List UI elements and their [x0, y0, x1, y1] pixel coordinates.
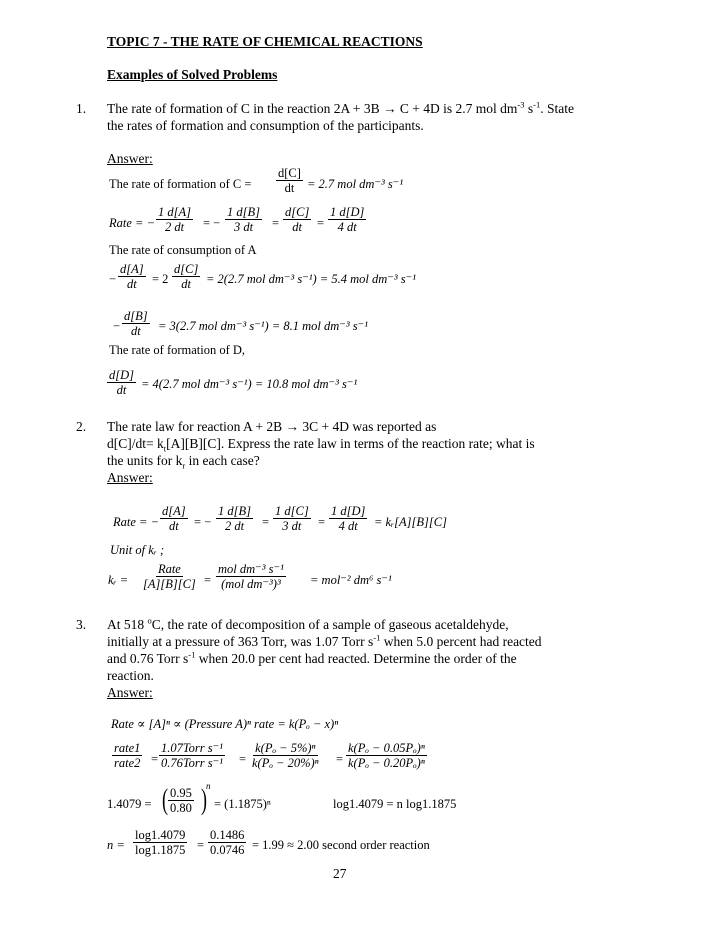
p2-eq1-frac2: $\frac{1 d[B]}{2 dt}$	[218, 504, 251, 533]
p1-eq1-right: = 2.7 mol dm⁻³ s⁻¹	[307, 177, 404, 191]
p1-eq2-eq2: =	[272, 216, 280, 230]
problem-3-question-line2: initially at a pressure of 363 Torr, was 1.07 Torr $s^{-1}$ when 5.0 percent had reacted	[107, 632, 542, 649]
p3-eq2-frac4: $\frac{\text{k(Pₒ − 0.05Pₒ)ⁿ}}{\text{k(Pₒ − 0.20Pₒ)ⁿ}}$	[348, 741, 425, 770]
p3-eq2-frac3: $\frac{\text{k(Pₒ − 5\%)ⁿ}}{\text{k(Pₒ − 20\%)ⁿ}}$	[252, 741, 319, 770]
p3-eq4-right: = 1.99 ≈ 2.00 second order reaction	[252, 838, 430, 852]
problem-2-number: 2.	[76, 419, 87, 434]
problem-3-number: 3.	[76, 617, 87, 632]
section-subtitle: Examples of Solved Problems	[107, 67, 278, 82]
page-number: 27	[333, 866, 347, 881]
p2-eq1-eq3: =	[318, 515, 326, 529]
p3-eq2-eq1: =	[151, 752, 159, 766]
p1-eq5-frac: $\frac{d[B]}{dt}$	[124, 309, 148, 338]
problem-3-question-line3: and 0.76 Torr $s^{-1}$ when 20.0 per cent had reacted. Determine the order of the	[107, 649, 517, 666]
p2-eq3-frac1: Rate [A][B][C]	[143, 562, 196, 591]
page-title: TOPIC 7 - THE RATE OF CHEMICAL REACTIONS	[107, 34, 423, 49]
p1-eq5-right: = 3(2.7 mol dm⁻³ s⁻¹) = 8.1 mol dm⁻³ s⁻¹	[158, 319, 368, 333]
p3-eq4-frac2: $\frac{0.1486}{0.0746}$	[210, 828, 245, 857]
p2-eq1-frac3: $\frac{1 d[C]}{3 dt}$	[275, 504, 309, 533]
p1-eq1-left: The rate of formation of C =	[109, 177, 252, 191]
p3-eq4-left: n =	[107, 838, 125, 852]
p3-eq4-eq: =	[197, 838, 205, 852]
p2-eq3-frac2: mol dm⁻³ s⁻¹ (mol dm⁻³)³	[218, 562, 284, 591]
p2-eq1-frac4: $\frac{1 d[D]}{4 dt}$	[331, 504, 366, 533]
p1-eq2-frac4: $\frac{1 d[D]}{4 dt}$	[330, 205, 365, 234]
p1-eq2-frac3: $\frac{d[C]}{dt}$	[285, 205, 310, 234]
p2-eq3-left: kᵣ =	[108, 573, 129, 587]
problem-1-question-line2: the rates of formation and consumption of the participants.	[107, 118, 424, 133]
problem-3-question-line1: At 518 $^o$C, the rate of decomposition of a sample of gaseous acetaldehyde,	[107, 615, 509, 632]
problem-2-answer-label: Answer:	[107, 470, 153, 485]
p3-eq3-exponent: n	[206, 781, 211, 791]
p1-eq2-rate: Rate = −	[109, 216, 156, 230]
p1-eq6: The rate of formation of D,	[109, 343, 246, 357]
p1-eq2-eq3: =	[317, 216, 325, 230]
p2-eq1-frac1: $\frac{d[A]}{dt}$	[162, 504, 186, 533]
p1-eq7-right: = 4(2.7 mol dm⁻³ s⁻¹) = 10.8 mol dm⁻³ s⁻¹	[141, 377, 358, 391]
p3-eq1: Rate ∝ [A]ⁿ ∝ (Pressure A)ⁿ rate = k(Pₒ − x)ⁿ	[111, 717, 339, 731]
problem-3-question-line4: reaction.	[107, 668, 154, 683]
p1-eq4-frac1: $\frac{d[A]}{dt}$	[120, 262, 144, 291]
p1-eq4-minus: −	[109, 272, 117, 286]
p3-eq2-frac1: rate1 rate2	[114, 741, 141, 770]
p1-eq7-frac: $\frac{d[D]}{dt}$	[109, 368, 135, 397]
p3-eq2-eq2: =	[239, 752, 247, 766]
p2-eq3-eq: =	[204, 573, 212, 587]
p3-eq3-mid: = (1.1875)ⁿ	[214, 797, 271, 811]
p2-eq2: Unit of kᵣ ;	[110, 543, 165, 557]
p3-eq3-frac: $\frac{0.95}{0.80}$	[170, 786, 192, 815]
p2-eq3-right: = mol⁻² dm⁶ s⁻¹	[310, 573, 392, 587]
p3-eq3-right: log1.4079 = n log1.1875	[333, 797, 457, 811]
p1-eq5-minus: −	[113, 319, 121, 333]
p3-eq4-frac1: $\frac{\log 1.4079}{\log 1.1875}$	[135, 828, 186, 857]
p1-eq4-right: = 2(2.7 mol dm⁻³ s⁻¹) = 5.4 mol dm⁻³ s⁻¹	[206, 272, 416, 286]
problem-1-answer-label: Answer:	[107, 151, 153, 166]
p2-eq1-eq2: =	[262, 515, 270, 529]
p1-eq3: The rate of consumption of A	[109, 243, 257, 257]
p3-eq3-paren-close: )	[201, 783, 207, 816]
p1-eq4-mid: = 2	[152, 272, 169, 286]
p3-eq2-frac2: 1.07Torr s⁻¹ 0.76Torr s⁻¹	[161, 741, 223, 770]
problem-3-answer-label: Answer:	[107, 685, 153, 700]
problem-2-question-line1: The rate law for reaction A + 2B → 3C + 4D was reported as	[107, 419, 437, 434]
problem-2-question-line2: $d[C]/dt= k_t[A][B][C]$. Express the rate law in terms of the reaction rate; what is	[107, 436, 535, 454]
p1-eq2-frac2: $\frac{1 d[B]}{3 dt}$	[227, 205, 260, 234]
problem-1-question-line1: The rate of formation of C in the reaction 2A + 3B → C + 4D is 2.7 mol $dm^{-3}$ $s^{-1}$. State	[107, 99, 574, 116]
p2-eq1-rate: Rate = −	[113, 515, 160, 529]
p1-eq2-eq1: = −	[203, 216, 221, 230]
p2-eq1-eq1: = −	[194, 515, 212, 529]
problem-1-number: 1.	[76, 101, 87, 116]
p1-eq4-frac2: $\frac{d[C]}{dt}$	[174, 262, 199, 291]
problem-2-question-line3: the units for $k_r$ in each case?	[107, 453, 260, 471]
p3-eq3-left: 1.4079 =	[107, 797, 152, 811]
p1-eq2-frac1: $\frac{1 d[A]}{2 dt}$	[158, 205, 191, 234]
p1-eq1-fraction: $\frac{d[C]}{dt}$	[278, 166, 301, 195]
p2-eq1-right: = kᵣ[A][B][C]	[374, 515, 447, 529]
p3-eq3-paren-open: (	[162, 783, 168, 816]
p3-eq2-eq3: =	[336, 752, 344, 766]
